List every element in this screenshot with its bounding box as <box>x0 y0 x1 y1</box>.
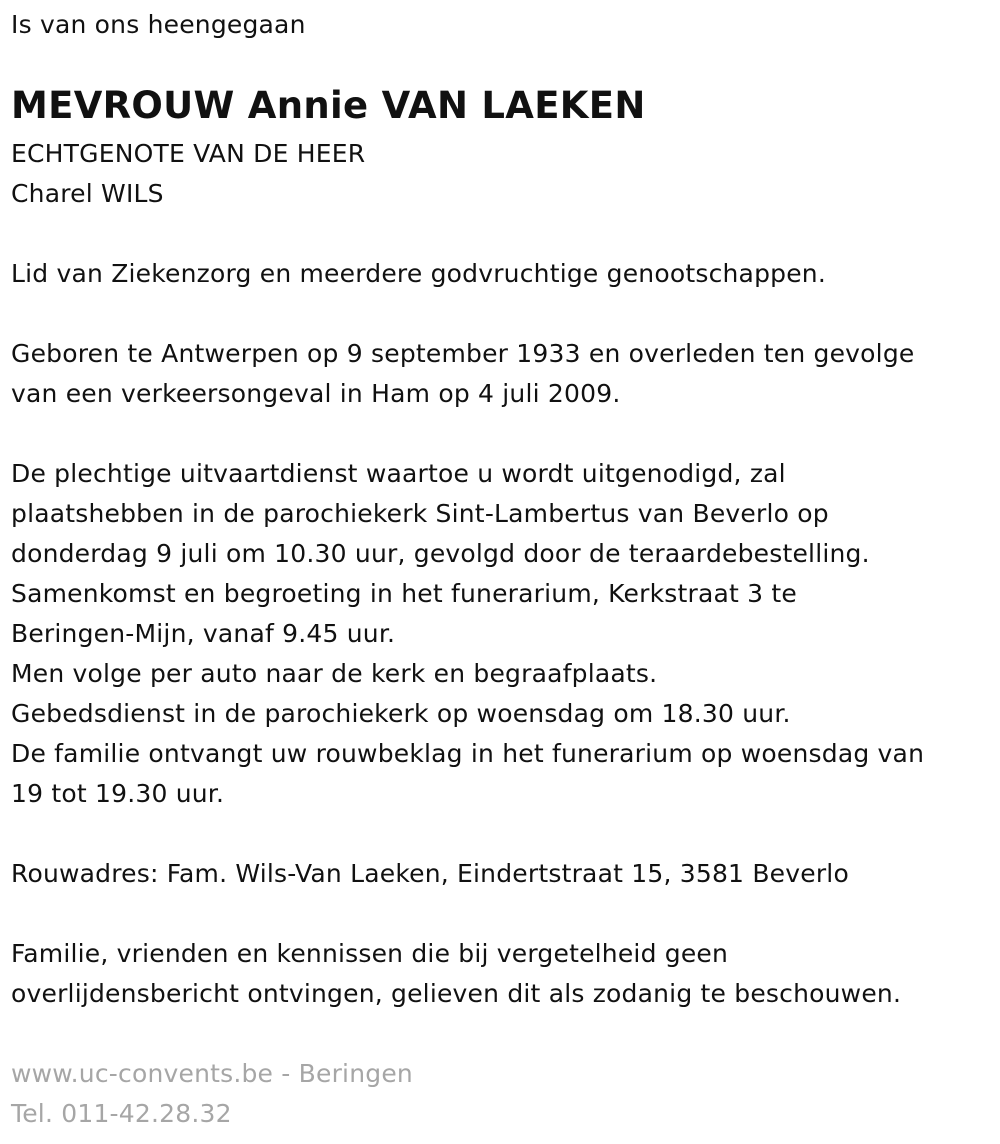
intro-text: Is van ons heengegaan <box>11 10 306 39</box>
footer-website: www.uc-convents.be - Beringen <box>11 1059 413 1088</box>
service-line: Men volge per auto naar de kerk en begraafplaats. <box>11 659 658 688</box>
service-line: donderdag 9 juli om 10.30 uur, gevolgd door de teraardebestelling. <box>11 539 870 568</box>
service-line: Gebedsdienst in de parochiekerk op woensdag om 18.30 uur. <box>11 699 791 728</box>
service-line: plaatshebben in de parochiekerk Sint-Lambertus van Beverlo op <box>11 499 829 528</box>
spouse-title: ECHTGENOTE VAN DE HEER <box>11 139 366 168</box>
closing-line: Familie, vrienden en kennissen die bij vergetelheid geen <box>11 939 729 968</box>
service-line: De familie ontvangt uw rouwbeklag in het funerarium op woensdag van <box>11 739 925 768</box>
deceased-name: MEVROUW Annie VAN LAEKEN <box>11 84 646 127</box>
footer <box>11 1054 413 1134</box>
service-line: Samenkomst en begroeting in het funerarium, Kerkstraat 3 te <box>11 579 797 608</box>
service-line: Beringen-Mijn, vanaf 9.45 uur. <box>11 619 396 648</box>
spouse-name: Charel WILS <box>11 179 164 208</box>
birth-death-block <box>11 334 914 414</box>
closing-line: overlijdensbericht ontvingen, gelieven dit als zodanig te beschouwen. <box>11 979 902 1008</box>
service-line: 19 tot 19.30 uur. <box>11 779 225 808</box>
footer-phone: Tel. 011-42.28.32 <box>11 1099 232 1128</box>
membership-text: Lid van Ziekenzorg en meerdere godvruchtige genootschappen. <box>11 259 826 288</box>
mourning-address-block <box>11 854 849 894</box>
birth-line: Geboren te Antwerpen op 9 september 1933 en overleden ten gevolge <box>11 339 915 368</box>
service-line: De plechtige uitvaartdienst waartoe u wordt uitgenodigd, zal <box>11 459 786 488</box>
spouse-block <box>11 134 365 214</box>
closing-block <box>11 934 901 1014</box>
birth-line: van een verkeersongeval in Ham op 4 juli 2009. <box>11 379 621 408</box>
mourning-address: Rouwadres: Fam. Wils-Van Laeken, Eindertstraat 15, 3581 Beverlo <box>11 859 849 888</box>
funeral-service-block <box>11 454 924 814</box>
membership-block <box>11 254 826 294</box>
